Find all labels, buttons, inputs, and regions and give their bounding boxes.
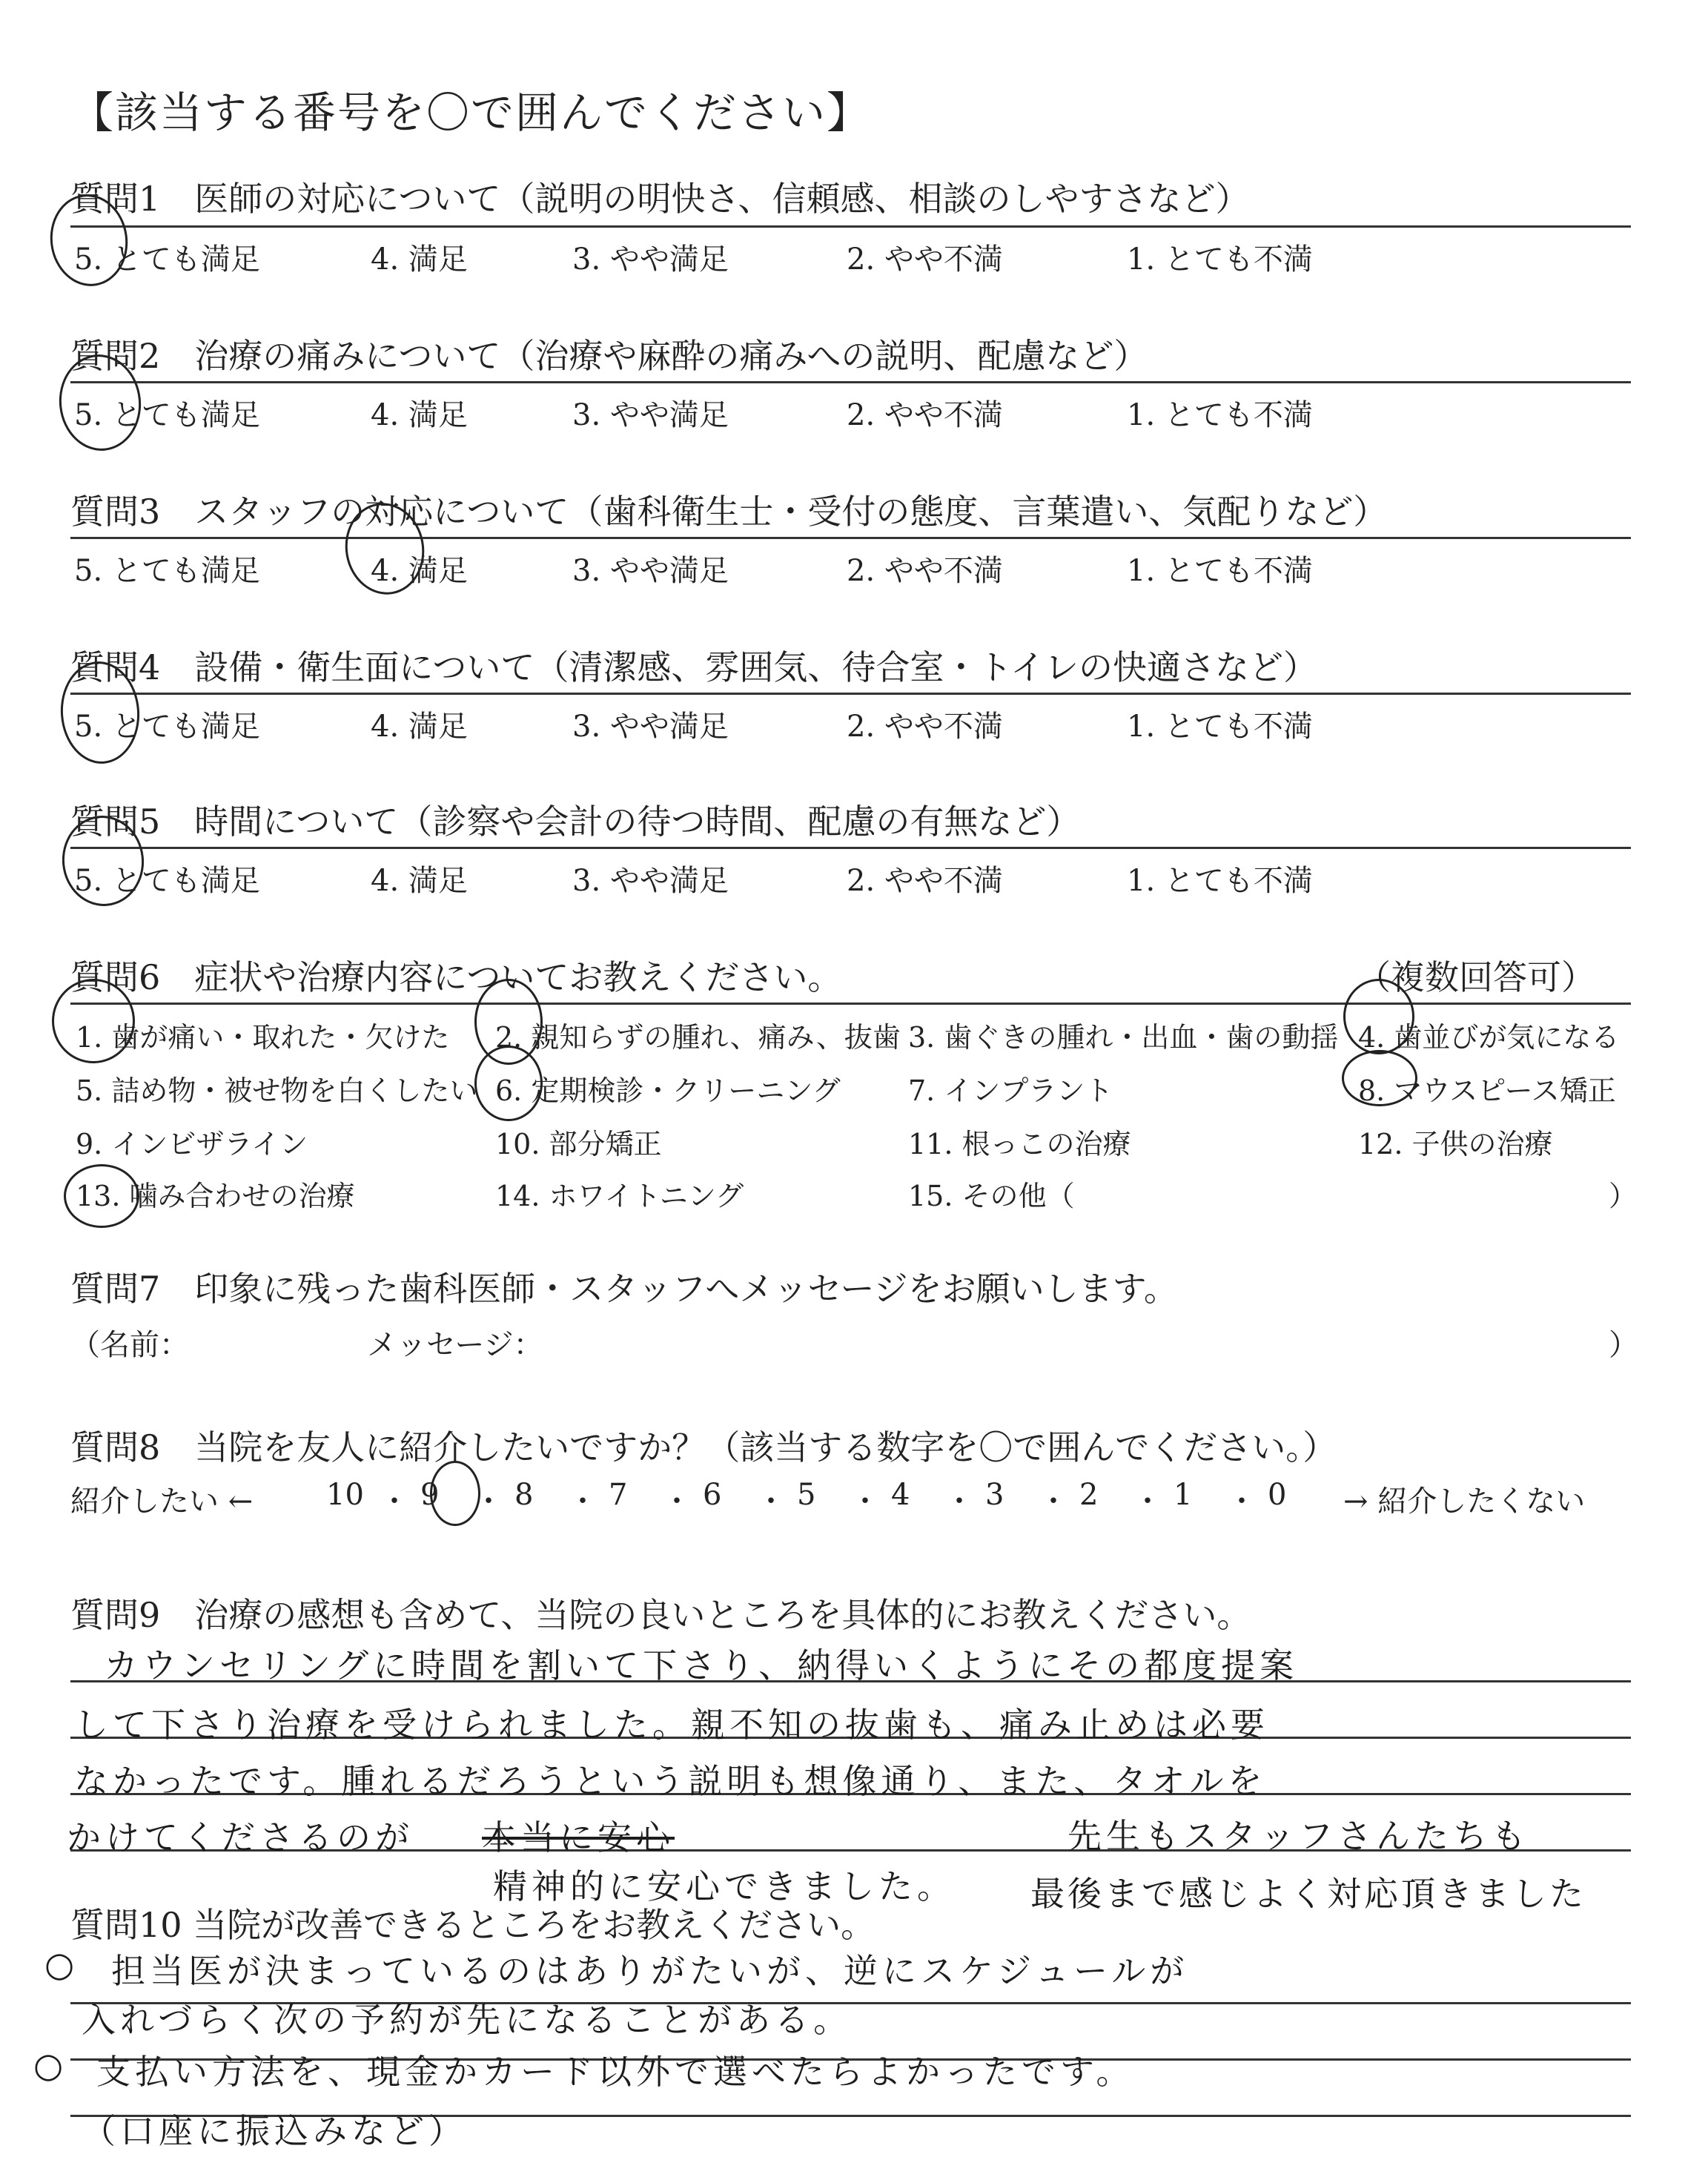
q6-item-12[interactable]: 12. 子供の治療 [1358,1128,1553,1160]
q4-title: 質問4 設備・衛生面について（清潔感、雰囲気、待合室・トイレの快適さなど） [70,647,1318,687]
q6-item-8[interactable]: 8. マウスピース矯正 [1358,1074,1616,1107]
q8-scale-separator: ・ [662,1484,692,1519]
q9-struck-text: 本当に安心 [482,1817,675,1857]
q9-answer-line-4: かけてくださるのが [67,1817,414,1857]
q6-item-2[interactable]: 2. 親知らずの腫れ、痛み、抜歯 [495,1021,901,1054]
q6-title: 質問6 症状や治療内容についてお教えください。 [70,957,842,997]
q8-scale-separator: ・ [474,1484,503,1519]
q4-option-4[interactable]: 4. 満足 [371,710,468,744]
q6-item-11[interactable]: 11. 根っこの治療 [908,1128,1131,1160]
q5-option-5[interactable]: 5. とても満足 [74,864,260,898]
q1-option-1[interactable]: 1. とても不満 [1127,242,1313,277]
q4-option-1[interactable]: 1. とても不満 [1127,710,1313,744]
q6-item-13[interactable]: 13. 噛み合わせの治療 [76,1180,355,1212]
q10-answer-line-3: 支払い方法を、現金かカード以外で選べたらよかったです。 [96,2052,1135,2092]
q9-side-note-2: 最後まで感じよく対応頂きました [1030,1874,1586,1914]
q10-title: 質問10 当院が改善できるところをお教えください。 [70,1905,875,1945]
q4-option-2[interactable]: 2. やや不満 [847,710,1003,744]
q8-right-label: → 紹介したくない [1343,1484,1586,1519]
q9-title: 質問9 治療の感想も含めて、当院の良いところを具体的にお教えください。 [70,1595,1251,1635]
q8-scale-8[interactable]: 8 [514,1478,534,1512]
q6-circle-mark-13 [64,1164,139,1228]
q8-scale-separator: ・ [568,1484,598,1519]
q4-option-5[interactable]: 5. とても満足 [74,710,260,744]
q2-option-3[interactable]: 3. やや満足 [572,398,729,432]
q8-scale-9[interactable]: 9 [420,1478,440,1512]
q8-scale-7[interactable]: 7 [609,1478,628,1512]
q8-scale-separator: ・ [756,1484,786,1519]
q9-answer-line-5: 精神的に安心できました。 [493,1866,956,1906]
form-header: 【該当する番号を〇で囲んでください】 [70,87,872,138]
q9-answer-line-1: カウンセリングに時間を割いて下さり、納得いくようにその都度提案 [104,1645,1299,1685]
q1-option-2[interactable]: 2. やや不満 [847,242,1003,277]
q6-item-6[interactable]: 6. 定期検診・クリーニング [495,1074,841,1107]
q2-option-2[interactable]: 2. やや不満 [847,398,1003,432]
q8-scale-separator: ・ [1227,1484,1257,1519]
q5-rule [70,847,1631,849]
q10-answer-line-1: 担当医が決まっているのはありがたいが、逆にスケジュールが [111,1951,1189,1991]
q8-left-label: 紹介したい ← [70,1484,254,1519]
q5-option-2[interactable]: 2. やや不満 [847,864,1003,898]
q8-title: 質問8 当院を友人に紹介したいですか？（該当する数字を〇で囲んでください。） [70,1427,1337,1467]
q1-option-3[interactable]: 3. やや満足 [572,242,729,277]
q2-option-1[interactable]: 1. とても不満 [1127,398,1313,432]
q1-rule [70,225,1631,228]
q8-scale-separator: ・ [850,1484,880,1519]
q6-item-5[interactable]: 5. 詰め物・被せ物を白くしたい [76,1074,478,1107]
q4-option-3[interactable]: 3. やや満足 [572,710,729,744]
q6-item-15[interactable]: 15. その他（ [908,1180,1075,1212]
q6-circle-mark-8 [1342,1050,1417,1106]
q2-option-4[interactable]: 4. 満足 [371,398,468,432]
q1-option-5[interactable]: 5. とても満足 [74,242,260,277]
q5-title: 質問5 時間について（診察や会計の待つ時間、配慮の有無など） [70,802,1081,842]
q8-scale-1[interactable]: 1 [1174,1478,1193,1512]
q8-scale-separator: ・ [380,1484,409,1519]
q6-item-7[interactable]: 7. インプラント [908,1074,1113,1107]
q8-scale-3[interactable]: 3 [985,1478,1004,1512]
q3-title: 質問3 スタッフの対応について（歯科衛生士・受付の態度、言葉遣い、気配りなど） [70,492,1388,532]
q10-bullet-2: ○ [33,2045,68,2085]
q6-circle-mark-1 [52,979,135,1063]
q2-rule [70,381,1631,383]
q7-name-label: （名前： [70,1328,189,1362]
q8-circle-mark [430,1461,480,1526]
q5-option-1[interactable]: 1. とても不満 [1127,864,1313,898]
q6-circle-mark-6 [474,1046,543,1121]
q8-scale-separator: ・ [1039,1484,1068,1519]
q9-side-note-1: 先生もスタッフさんたちも [1068,1816,1530,1856]
q6-item-4[interactable]: 4. 歯並びが気になる [1358,1021,1620,1054]
q8-scale-separator: ・ [1133,1484,1162,1519]
q9-answer-line-3: なかったです。腫れるだろうという説明も想像通り、また、タオルを [74,1761,1267,1801]
q8-scale-6[interactable]: 6 [703,1478,722,1512]
q7-title: 質問7 印象に残った歯科医師・スタッフへメッセージをお願いします。 [70,1269,1178,1309]
q6-item-14[interactable]: 14. ホワイトニング [495,1180,744,1212]
q3-option-2[interactable]: 2. やや不満 [847,554,1003,588]
q7-message-label: メッセージ： [367,1328,543,1362]
q8-scale-4[interactable]: 4 [891,1478,910,1512]
q2-title: 質問2 治療の痛みについて（治療や麻酔の痛みへの説明、配慮など） [70,336,1148,376]
q7-close: ） [1609,1328,1638,1362]
q5-option-3[interactable]: 3. やや満足 [572,864,729,898]
q3-rule [70,537,1631,539]
q1-option-4[interactable]: 4. 満足 [371,242,468,277]
q6-item-9[interactable]: 9. インビザライン [76,1128,308,1160]
q6-item-1[interactable]: 1. 歯が痛い・取れた・欠けた [76,1021,450,1054]
q3-option-3[interactable]: 3. やや満足 [572,554,729,588]
q8-scale-0[interactable]: 0 [1268,1478,1287,1512]
q9-answer-line-2: して下さり治療を受けられました。親不知の抜歯も、痛み止めは必要 [74,1705,1269,1745]
q3-option-1[interactable]: 1. とても不満 [1127,554,1313,588]
q6-circle-mark-4 [1343,979,1414,1054]
q8-scale-5[interactable]: 5 [797,1478,816,1512]
q5-option-4[interactable]: 4. 満足 [371,864,468,898]
q8-scale-2[interactable]: 2 [1079,1478,1099,1512]
q6-item-10[interactable]: 10. 部分矯正 [495,1128,662,1160]
q8-scale-separator: ・ [944,1484,974,1519]
q2-option-5[interactable]: 5. とても満足 [74,398,260,432]
q10-bullet-1: ○ [44,1944,79,1984]
q1-title: 質問1 医師の対応について（説明の明快さ、信頼感、相談のしやすさなど） [70,179,1250,219]
q10-answer-line-4: （口座に振込みなど） [82,2111,467,2151]
q6-item-3[interactable]: 3. 歯ぐきの腫れ・出血・歯の動揺 [908,1021,1339,1054]
q4-rule [70,693,1631,695]
q3-option-4[interactable]: 4. 満足 [371,554,468,588]
q6-multiple-note: （複数回答可） [1357,957,1595,997]
q6-other-close: ） [1609,1180,1638,1212]
q8-scale-10[interactable]: 10 [326,1478,364,1512]
q10-answer-line-2: 入れづらく次の予約が先になることがある。 [82,2000,853,2040]
q3-option-5[interactable]: 5. とても満足 [74,554,260,588]
